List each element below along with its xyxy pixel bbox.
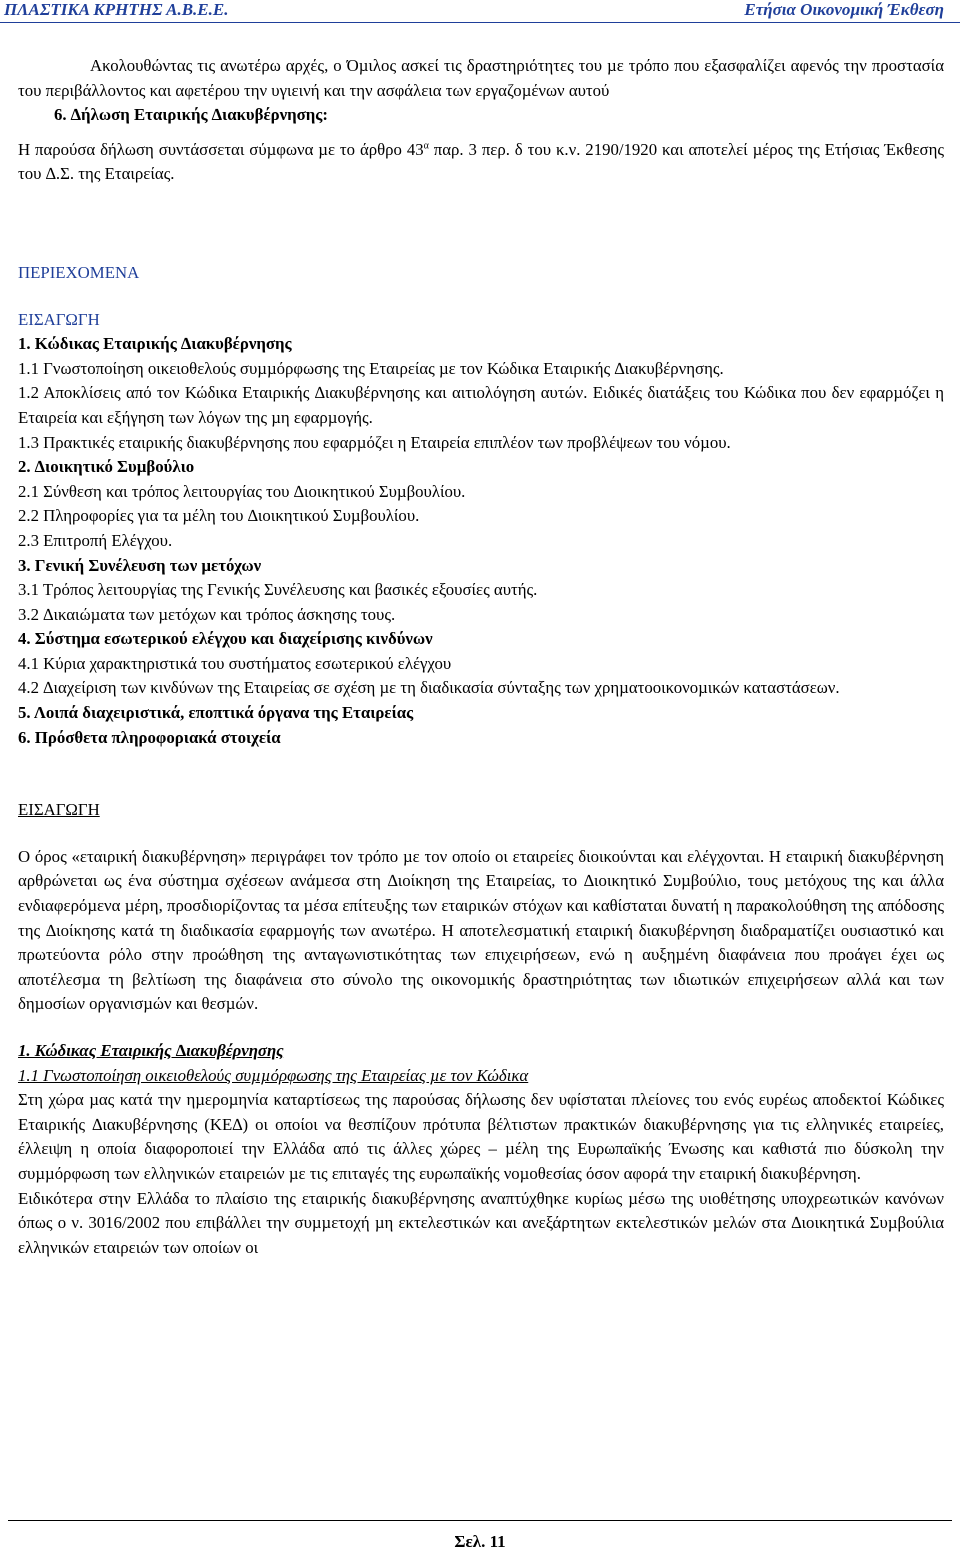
toc-item: 4.1 Κύρια χαρακτηριστικά του συστήµατος εσωτερικού ελέγχου: [18, 653, 452, 673]
intro-heading: ΕΙΣΑΓΩΓΗ: [18, 800, 100, 820]
footer-rule: [8, 1520, 952, 1521]
toc-item: 1.1 Γνωστοποίηση οικειοθελούς συµµόρφωσης της Εταιρείας µε τον Κώδικα Εταιρικής ∆ιακυβέρνησης.: [18, 358, 724, 378]
statement-superscript: α: [423, 140, 429, 152]
toc-item: 4.2 ∆ιαχείριση των κινδύνων της Εταιρείας σε σχέση µε τη διαδικασία σύνταξης των χρηµατοοικονοµικών καταστάσεων.: [18, 678, 840, 698]
page-header: [0, 0, 960, 20]
toc-item: 2.1 Σύνθεση και τρόπος λειτουργίας του ∆ιοικητικού Συµβουλίου.: [18, 481, 466, 501]
toc-list: [18, 332, 944, 750]
toc-item: 5. Λοιπά διαχειριστικά, εποπτικά όργανα της Εταιρείας: [18, 703, 414, 723]
statement-paragraph: [18, 138, 944, 187]
toc-item: 1. Κώδικας Εταιρικής ∆ιακυβέρνησης: [18, 334, 292, 354]
section-1-title: 1. Κώδικας Εταιρικής ∆ιακυβέρνησης: [18, 1041, 284, 1060]
toc-item: 1.3 Πρακτικές εταιρικής διακυβέρνησης που εφαρµόζει η Εταιρεία επιπλέον των προβλέψεων του νόµου.: [18, 432, 731, 452]
intro-paragraph: Ακολουθώντας τις ανωτέρω αρχές, ο Όµιλος ασκεί τις δραστηριότητες του µε τρόπο που εξασφαλίζει αφενός την προστασία του περιβάλλοντος και αφετέρου την υγιεινή και την ασφάλεια των εργαζοµένων αυτού: [18, 56, 944, 100]
toc-item: 1.2 Αποκλίσεις από τον Κώδικα Εταιρικής ∆ιακυβέρνησης και αιτιολόγηση αυτών. Ειδικές διατάξεις του Κώδικα που δεν εφαρµόζει η Εταιρεία και εξήγηση των λόγων της µη εφαρµογής.: [18, 383, 944, 427]
statement-part1: Η παρούσα δήλωση συντάσσεται σύµφωνα µε το άρθρο 43: [18, 139, 424, 159]
section-1-1-subtitle: 1.1 Γνωστοποίηση οικειοθελούς συµµόρφωσης της Εταιρείας µε τον Κώδικα: [18, 1065, 529, 1085]
toc-item: 3.2 ∆ικαιώµατα των µετόχων και τρόπος άσκησης τους.: [18, 604, 396, 624]
toc-item: 2.3 Επιτροπή Ελέγχου.: [18, 530, 173, 550]
report-title: Ετήσια Οικονοµική Έκθεση: [744, 0, 944, 19]
toc-item: 2.2 Πληροφορίες για τα µέλη του ∆ιοικητικού Συµβουλίου.: [18, 506, 420, 526]
toc-subheading: ΕΙΣΑΓΩΓΗ: [18, 309, 100, 329]
section-1-1-para2: Ειδικότερα στην Ελλάδα το πλαίσιο της εταιρικής διακυβέρνησης αναπτύχθηκε κυρίως µέσω της υιοθέτησης υποχρεωτικών κανόνων όπως ο ν. 3016/2002 που επιβάλλει την συµµετοχή µη εκτελεστικών και ανεξάρτητων εκτελεστικών µελών στα ∆ιοικητικά Συµβούλια ελληνικών εταιρειών των οποίων οι: [18, 1188, 944, 1257]
header-rule: [0, 22, 960, 23]
intro-text: Ο όρος «εταιρική διακυβέρνηση» περιγράφει τον τρόπο µε τον οποίο οι εταιρείες διοικούνται και ελέγχονται. Η εταιρική διακυβέρνηση αρθρώνεται ως ένα σύστηµα σχέσεων ανάµεσα στη ∆ιοίκηση της Εταιρείας, το ∆ιοικητικό Συµβούλιο, τους µετόχους της και άλλα ενδιαφερόµενα µέρη, προσδιορίζοντας τα µέσα επίτευξης των εταιρικών στόχων και καθίσταται δυνατή η παρακολούθηση της απόδοσης της ∆ιοίκησης κατά τη διαδικασία εφαρµογής των ανωτέρω. Η αποτελεσµατική εταιρική διακυβέρνηση διαδραµατίζει ουσιαστικό και πρωτεύοντα ρόλο στην προώθηση της ανταγωνιστικότητας των επιχειρήσεων, ενώ η αυξηµένη διαφάνεια που προάγει έχει ως αποτέλεσµα τη βελτίωση της διαφάνεια στο σύνολο της οικονοµικής δραστηριότητας των ιδιωτικών επιχειρήσεων αλλά και των δηµοσίων οργανισµών και θεσµών.: [18, 846, 944, 1014]
toc-heading: ΠΕΡΙΕΧΟΜΕΝΑ: [18, 262, 140, 282]
company-name: ΠΛΑΣΤΙΚΑ ΚΡΗΤΗΣ Α.Β.Ε.Ε.: [4, 0, 229, 19]
toc-item: 3.1 Τρόπος λειτουργίας της Γενικής Συνέλευσης και βασικές εξουσίες αυτής.: [18, 580, 538, 600]
statement-part2: παρ. 3 περ. δ του κ.ν. 2190/1920 και αποτελεί µέρος της Ετήσιας Έκθεσης του ∆.Σ. της Εταιρείας.: [18, 139, 944, 184]
toc-item: 2. ∆ιοικητικό Συµβούλιο: [18, 457, 195, 477]
toc-item: 4. Σύστηµα εσωτερικού ελέγχου και διαχείρισης κινδύνων: [18, 629, 433, 649]
toc-item: 3. Γενική Συνέλευση των µετόχων: [18, 555, 262, 575]
section-1-1-para1: Στη χώρα µας κατά την ηµεροµηνία καταρτίσεως της παρούσας δήλωσης δεν υφίσταται πλείονες του ενός ευρέως αποδεκτοί Κώδικες Εταιρικής ∆ιακυβέρνησης (ΚΕ∆) οι οποίοι να θεσπίζουν πρότυπα βέλτιστων πρακτικών διακυβέρνησης για τις ελληνικές εταιρείες, έλλειψη η οποία διαφοροποιεί την Ελλάδα από τις άλλες χώρες – µέλη της Ευρωπαϊκής Ένωσης και καθιστά πιο δύσκολη την συµµόρφωση των ελληνικών εταιρειών µε τις επιταγές της ευρωπαϊκής νοµοθεσίας όσον αφορά την εταιρική διακυβέρνηση.: [18, 1090, 944, 1183]
section-6-title: 6. ∆ήλωση Εταιρικής ∆ιακυβέρνησης:: [54, 105, 328, 125]
document-body: [18, 54, 944, 1260]
page-number: Σελ. 11: [454, 1532, 506, 1551]
toc-item: 6. Πρόσθετα πληροφοριακά στοιχεία: [18, 727, 281, 747]
